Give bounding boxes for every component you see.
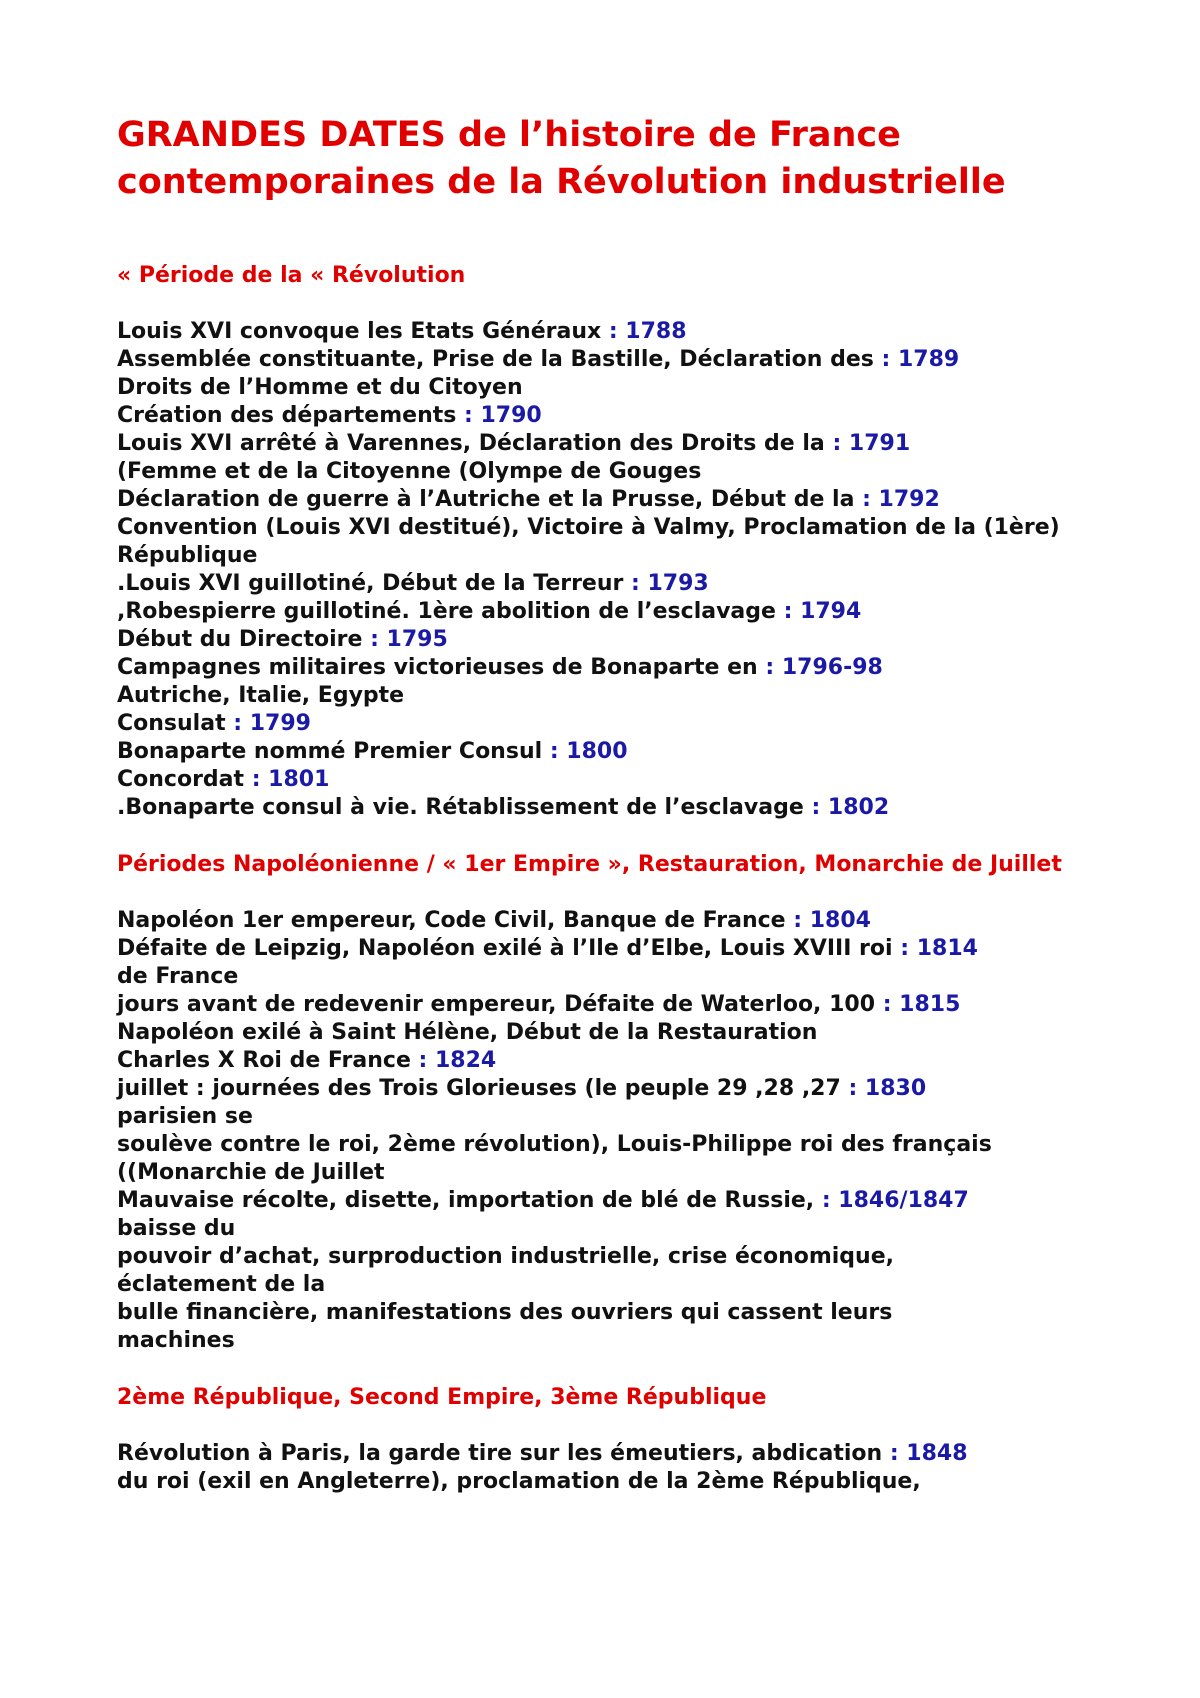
entry-date: : 1788 <box>608 319 687 344</box>
timeline-entry <box>117 626 1097 654</box>
entry-date: : 1800 <box>549 739 628 764</box>
timeline-entry <box>117 346 1097 402</box>
entry-description: .Louis XVI guillotiné, Début de la Terreur <box>117 571 624 596</box>
entry-description: .Bonaparte consul à vie. Rétablissement de l’esclavage <box>117 795 804 820</box>
entry-date: : 1794 <box>783 599 862 624</box>
entry-line <box>117 430 1097 458</box>
timeline-entry <box>117 1440 1097 1496</box>
entry-continuation: Napoléon exilé à Saint Hélène, Début de la Restauration <box>117 1020 818 1045</box>
entry-line <box>117 1440 1097 1468</box>
entry-line <box>117 935 1097 963</box>
timeline-entry <box>117 654 1097 710</box>
timeline-entry <box>117 1075 1097 1187</box>
entry-line <box>117 346 1097 374</box>
entry-line <box>117 598 1097 626</box>
entry-continuation: soulève contre le roi, 2ème révolution), Louis-Philippe roi des français <box>117 1132 992 1157</box>
document-title: GRANDES DATES de l’histoire de France contemporaines de la Révolution industrielle <box>117 115 1006 202</box>
timeline-entry <box>117 430 1097 486</box>
entry-description: Création des départements <box>117 403 457 428</box>
timeline-entry <box>117 402 1097 430</box>
timeline-entry <box>117 1047 1097 1075</box>
entry-line <box>117 654 1097 682</box>
entry-description: Déclaration de guerre à l’Autriche et la Prusse, Début de la <box>117 487 855 512</box>
entry-description: Campagnes militaires victorieuses de Bonaparte en <box>117 655 758 680</box>
entry-date: : 1796-98 <box>765 655 883 680</box>
entry-line <box>117 1047 1097 1075</box>
entry-description: Mauvaise récolte, disette, importation de blé de Russie, <box>117 1188 815 1213</box>
entry-continuation: Autriche, Italie, Egypte <box>117 683 405 708</box>
section-heading-revolution: « Période de la « Révolution <box>117 263 466 288</box>
entry-list-revolution <box>117 318 1097 822</box>
timeline-entry <box>117 794 1097 822</box>
entry-continuation: éclatement de la <box>117 1272 326 1297</box>
timeline-entry <box>117 1187 1097 1355</box>
entry-line <box>117 318 1097 346</box>
entry-continuation: (Femme et de la Citoyenne (Olympe de Gouges <box>117 459 702 484</box>
entry-continuation: Droits de l’Homme et du Citoyen <box>117 375 523 400</box>
timeline-entry <box>117 318 1097 346</box>
timeline-entry <box>117 738 1097 766</box>
timeline-entry <box>117 486 1097 570</box>
entry-continuation: Convention (Louis XVI destitué), Victoire à Valmy, Proclamation de la (1ère) République <box>117 515 1060 568</box>
entry-date: : 1790 <box>464 403 542 428</box>
entry-description: Révolution à Paris, la garde tire sur les émeutiers, abdication <box>117 1441 883 1466</box>
entry-description: Charles X Roi de France <box>117 1048 411 1073</box>
entry-line <box>117 402 1097 430</box>
entry-description: Louis XVI arrêté à Varennes, Déclaration des Droits de la <box>117 431 825 456</box>
entry-line <box>117 794 1097 822</box>
entry-date: : 1789 <box>881 347 960 372</box>
timeline-entry <box>117 935 1097 991</box>
timeline-entry <box>117 907 1097 935</box>
timeline-entry <box>117 991 1097 1047</box>
entry-date: : 1795 <box>370 627 448 652</box>
entry-date: : 1814 <box>900 936 978 961</box>
entry-continuation: bulle financière, manifestations des ouvriers qui cassent leurs <box>117 1300 893 1325</box>
entry-date: : 1793 <box>631 571 709 596</box>
entry-description: Consulat <box>117 711 226 736</box>
entry-line <box>117 738 1097 766</box>
entry-description: Défaite de Leipzig, Napoléon exilé à l’Ile d’Elbe, Louis XVIII roi <box>117 936 893 961</box>
entry-date: : 1801 <box>251 767 330 792</box>
entry-description: ,Robespierre guillotiné. 1ère abolition de l’esclavage <box>117 599 776 624</box>
section-heading-republique: 2ème République, Second Empire, 3ème République <box>117 1385 767 1410</box>
entry-line <box>117 626 1097 654</box>
entry-date: : 1848 <box>889 1441 968 1466</box>
entry-description: Louis XVI convoque les Etats Généraux <box>117 319 602 344</box>
entry-description: Napoléon 1er empereur, Code Civil, Banque de France <box>117 908 786 933</box>
entry-line <box>117 1187 1097 1215</box>
document-page <box>117 112 1097 1496</box>
entry-continuation: du roi (exil en Angleterre), proclamation de la 2ème République, <box>117 1469 921 1494</box>
entry-continuation: de France <box>117 964 239 989</box>
entry-line <box>117 486 1097 514</box>
section-heading-napoleon: Périodes Napoléonienne / « 1er Empire », Restauration, Monarchie de Juillet <box>117 852 1062 877</box>
entry-continuation: ((Monarchie de Juillet <box>117 1160 385 1185</box>
entry-continuation: machines <box>117 1328 235 1353</box>
entry-list-republique <box>117 1440 1097 1496</box>
entry-date: : 1824 <box>418 1048 497 1073</box>
entry-continuation: baisse du <box>117 1216 236 1241</box>
entry-description: juillet : journées des Trois Glorieuses (le peuple 29 ,28 ,27 <box>117 1076 841 1101</box>
timeline-entry <box>117 570 1097 598</box>
entry-line <box>117 570 1097 598</box>
entry-description: jours avant de redevenir empereur, Défaite de Waterloo, 100 <box>117 992 876 1017</box>
entry-line <box>117 710 1097 738</box>
entry-date: : 1791 <box>832 431 911 456</box>
entry-line <box>117 907 1097 935</box>
entry-description: Bonaparte nommé Premier Consul <box>117 739 543 764</box>
entry-line <box>117 766 1097 794</box>
timeline-entry <box>117 766 1097 794</box>
entry-date: : 1802 <box>811 795 890 820</box>
timeline-entry <box>117 598 1097 626</box>
entry-date: : 1830 <box>848 1076 927 1101</box>
entry-date: : 1815 <box>882 992 961 1017</box>
entry-list-napoleon <box>117 907 1097 1355</box>
entry-date: : 1792 <box>862 487 940 512</box>
entry-continuation: pouvoir d’achat, surproduction industrielle, crise économique, <box>117 1244 894 1269</box>
timeline-entry <box>117 710 1097 738</box>
entry-date: : 1804 <box>793 908 871 933</box>
entry-line <box>117 991 1097 1019</box>
entry-description: Assemblée constituante, Prise de la Bastille, Déclaration des <box>117 347 874 372</box>
entry-description: Concordat <box>117 767 245 792</box>
entry-continuation: parisien se <box>117 1104 253 1129</box>
entry-date: : 1846/1847 <box>821 1188 969 1213</box>
entry-date: : 1799 <box>233 711 311 736</box>
entry-description: Début du Directoire <box>117 627 363 652</box>
entry-line <box>117 1075 1097 1103</box>
